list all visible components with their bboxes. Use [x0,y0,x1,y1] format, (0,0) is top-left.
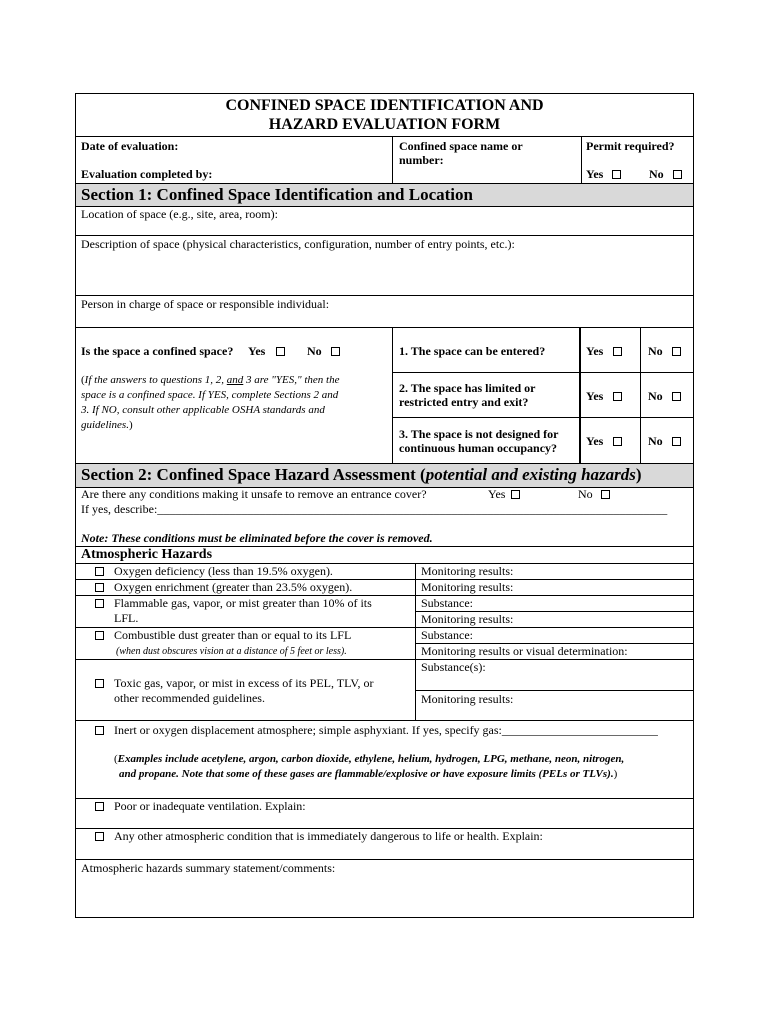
q1-yes-label: Yes [586,344,604,358]
ventilation-label: Poor or inadequate ventilation. Explain: [114,799,306,813]
oxygen-deficiency-label: Oxygen deficiency (less than 19.5% oxygen). [114,564,333,578]
toxic-gas-label-cont: other recommended guidelines. [114,691,265,705]
divider [392,327,393,463]
is-confined-no-checkbox[interactable] [331,347,340,356]
divider [640,327,641,463]
flammable-gas-checkbox[interactable] [95,599,104,608]
combustible-dust-note: (when dust obscures vision at a distance of 5 feet or less). [116,646,347,657]
cover-yes-checkbox[interactable] [511,490,520,499]
is-confined-yes-checkbox[interactable] [276,347,285,356]
confined-space-instructions: (If the answers to questions 1, 2, and 3 are "YES," then the space is a confined space. If YES, complete Sections 2 and 3. If NO, consult other applicable OSHA standards and guidelines.) [81,374,340,431]
divider [392,417,693,418]
cover-yes-label: Yes [488,487,506,501]
divider [415,690,693,691]
date-of-evaluation-label: Date of evaluation: [81,139,179,153]
q3-yes-label: Yes [586,434,604,448]
section-1-title: Section 1: Confined Space Identification and Location [81,185,473,204]
is-confined-space-question: Is the space a confined space? [81,344,234,358]
divider [76,659,693,660]
question-2-cont: restricted entry and exit? [399,395,529,409]
is-confined-yes-label: Yes [248,344,266,358]
divider [76,720,693,721]
form-title-line2: HAZARD EVALUATION FORM [268,116,501,133]
inert-gas-examples: (Examples include acetylene, argon, carbon dioxide, ethylene, helium, hydrogen, LPG, methane, neon, nitrogen, and propane. Note that some of these gases are flammable/explosive or have exposure limits (PELs or TLVs).) [114,753,625,780]
question-2: 2. The space has limited or [399,381,536,395]
q3-no-checkbox[interactable] [672,437,681,446]
atmospheric-summary-label: Atmospheric hazards summary statement/comments: [81,861,336,875]
person-in-charge-label: Person in charge of space or responsible individual: [81,297,330,311]
question-3-cont: continuous human occupancy? [399,441,558,455]
oxygen-enrichment-monitoring: Monitoring results: [421,580,514,594]
flammable-gas-label: Flammable gas, vapor, or mist greater than 10% of its [114,596,372,610]
divider [581,136,582,183]
divider [392,372,693,373]
cover-note: Note: These conditions must be eliminated before the cover is removed. [81,531,433,545]
divider [415,563,416,720]
divider [76,295,693,296]
atmospheric-hazards-heading: Atmospheric Hazards [81,547,213,562]
toxic-monitoring: Monitoring results: [421,692,514,706]
permit-no-checkbox[interactable] [673,170,682,179]
q1-yes-checkbox[interactable] [613,347,622,356]
oxygen-deficiency-checkbox[interactable] [95,567,104,576]
cover-no-label: No [578,487,593,501]
section-2-header [76,463,693,488]
section-1-header [76,183,693,207]
oxygen-enrichment-label: Oxygen enrichment (greater than 23.5% oxygen). [114,580,353,594]
idlh-checkbox[interactable] [95,832,104,841]
divider [76,235,693,236]
combustible-dust-checkbox[interactable] [95,631,104,640]
idlh-label: Any other atmospheric condition that is immediately dangerous to life or health. Explain: [114,829,543,843]
toxic-gas-checkbox[interactable] [95,679,104,688]
q1-no-checkbox[interactable] [672,347,681,356]
cover-no-checkbox[interactable] [601,490,610,499]
dust-monitoring-visual: Monitoring results or visual determination: [421,644,628,658]
ventilation-checkbox[interactable] [95,802,104,811]
divider [392,136,393,183]
form-title-line1: CONFINED SPACE IDENTIFICATION AND [225,97,544,114]
location-label: Location of space (e.g., site, area, room): [81,207,278,221]
oxygen-deficiency-monitoring: Monitoring results: [421,564,514,578]
q3-yes-checkbox[interactable] [613,437,622,446]
oxygen-enrichment-checkbox[interactable] [95,583,104,592]
permit-yes-label: Yes [586,167,604,181]
divider [76,327,693,328]
question-3: 3. The space is not designed for [399,427,559,441]
toxic-substances: Substance(s): [421,660,486,674]
cover-describe-field[interactable]: If yes, describe:_____________________________________________________________________________________ [81,502,668,516]
dust-substance: Substance: [421,628,473,642]
is-confined-no-label: No [307,344,322,358]
section-2-title: Section 2: Confined Space Hazard Assessment (potential and existing hazards) [81,465,642,484]
question-1: 1. The space can be entered? [399,344,546,358]
q1-no-label: No [648,344,663,358]
toxic-gas-label: Toxic gas, vapor, or mist in excess of its PEL, TLV, or [114,676,374,690]
combustible-dust-label: Combustible dust greater than or equal to its LFL [114,628,352,642]
permit-no-label: No [649,167,664,181]
entrance-cover-question: Are there any conditions making it unsafe to remove an entrance cover? [81,487,427,501]
divider [76,136,693,137]
inert-atmosphere-label: Inert or oxygen displacement atmosphere; simple asphyxiant. If yes, specify gas:__________________________ [114,723,658,737]
q2-no-checkbox[interactable] [672,392,681,401]
q2-no-label: No [648,389,663,403]
q3-no-label: No [648,434,663,448]
description-label: Description of space (physical characteristics, configuration, number of entry points, etc.): [81,237,515,251]
divider [76,859,693,860]
divider [579,327,581,463]
permit-required-label: Permit required? [586,139,675,153]
evaluation-completed-by-label: Evaluation completed by: [81,167,213,181]
space-name-label: Confined space name or [399,139,523,153]
q2-yes-label: Yes [586,389,604,403]
flammable-substance: Substance: [421,596,473,610]
space-name-label-cont: number: [399,153,444,167]
hazard-evaluation-form [75,93,694,918]
permit-yes-checkbox[interactable] [612,170,621,179]
flammable-gas-label-cont: LFL. [114,611,139,625]
flammable-monitoring: Monitoring results: [421,612,514,626]
q2-yes-checkbox[interactable] [613,392,622,401]
inert-atmosphere-checkbox[interactable] [95,726,104,735]
